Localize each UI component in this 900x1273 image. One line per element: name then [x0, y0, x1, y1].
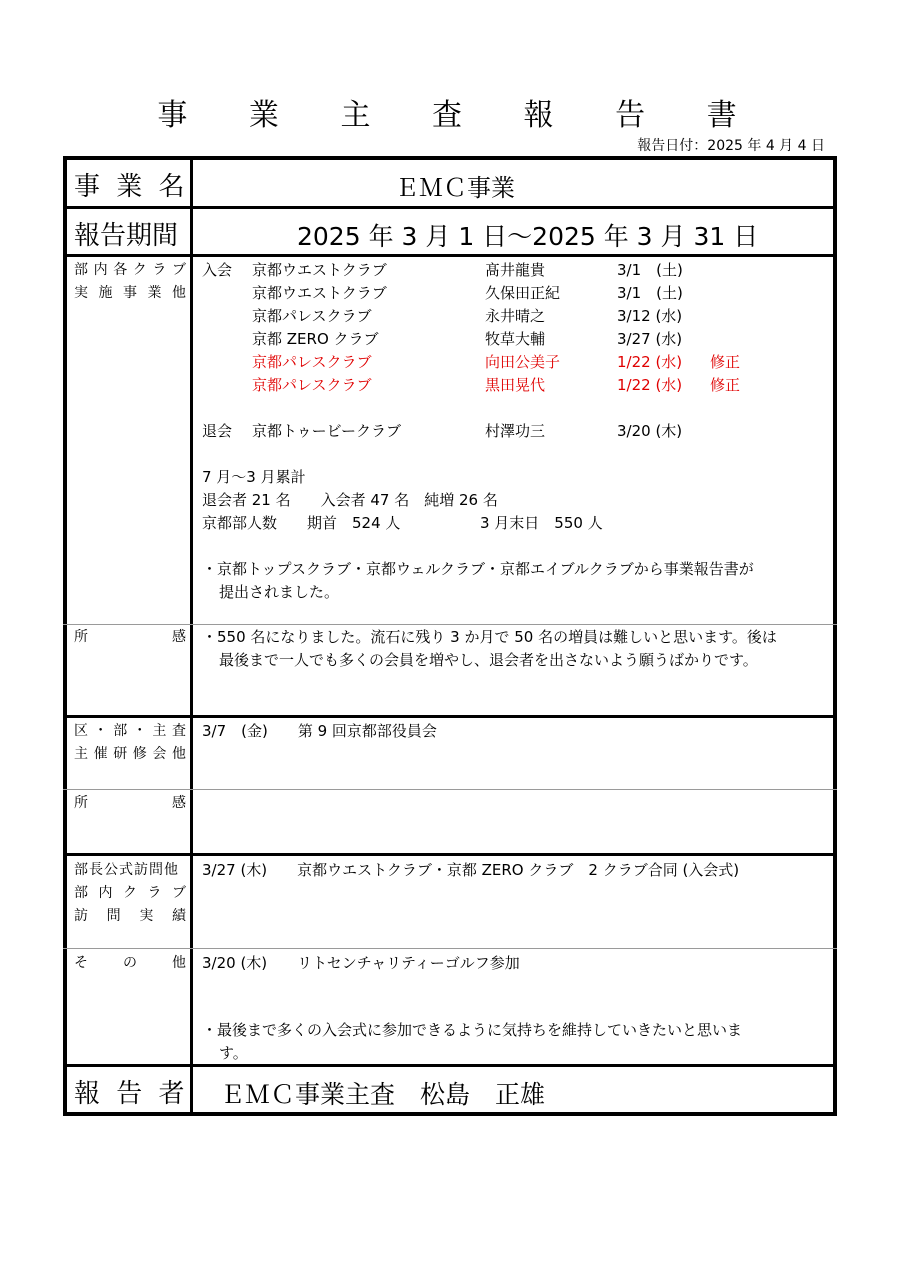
business-name-value: ＥＭＣ事業 [395, 174, 515, 202]
visit-label-line2: 部 内 ク ラ ブ [74, 885, 186, 901]
join-club-corrected: 京都パレスクラブ [252, 353, 372, 371]
document-title: 事 業 主 査 報 告 書 [157, 98, 763, 133]
other-note-line2: す。 [219, 1044, 248, 1062]
join-club: 京都パレスクラブ [252, 307, 372, 325]
visit-label-line1: 部長公式訪問他 [74, 862, 179, 878]
row-divider [63, 715, 837, 718]
cumulative-title: 7 月～3 月累計 [202, 468, 306, 486]
period-value: 2025 年 3 月 1 日～2025 年 3 月 31 日 [297, 222, 759, 251]
frame-right [833, 156, 837, 1116]
impression-label: 所 感 [74, 629, 186, 645]
reporter-label: 報 告 者 [74, 1079, 189, 1109]
visit-label-line3: 訪 問 実 績 [74, 908, 186, 924]
other-note-line1: ・最後まで多くの入会式に参加できるように気持ちを維持していきたいと思いま [202, 1021, 743, 1039]
frame-bottom [63, 1112, 837, 1116]
join-member: 永井晴之 [485, 307, 546, 325]
row-divider [63, 789, 837, 790]
row-divider [63, 624, 837, 625]
leave-date: 3/20 (木) [617, 422, 683, 440]
leave-member: 村澤功三 [485, 422, 546, 440]
members-end: 3 月末日 550 人 [480, 514, 603, 532]
row-divider [63, 206, 837, 209]
join-date: 3/1 (土) [617, 261, 683, 279]
join-member-corrected: 向田公美子 [485, 353, 561, 371]
club-section-label-line2: 実 施 事 業 他 [74, 285, 186, 301]
join-date: 3/1 (土) [617, 284, 683, 302]
reporter-value: ＥＭＣ事業主査 松島 正雄 [220, 1080, 546, 1109]
correction-note: 修正 [710, 353, 741, 371]
join-club: 京都ウエストクラブ [252, 284, 387, 302]
visit-record: 3/27 (木) 京都ウエストクラブ・京都 ZERO クラブ 2 クラブ合同 (入会式) [202, 861, 740, 879]
report-note-line2: 提出されました。 [219, 583, 340, 601]
join-club: 京都ウエストクラブ [252, 261, 387, 279]
column-divider [190, 156, 193, 1116]
period-label: 報告期間 [74, 221, 179, 251]
frame-left [63, 156, 67, 1116]
join-member: 髙井龍貴 [485, 261, 546, 279]
join-club-corrected: 京都パレスクラブ [252, 376, 372, 394]
join-date: 3/27 (水) [617, 330, 683, 348]
leave-club: 京都トゥービークラブ [252, 422, 402, 440]
district-label-line2: 主 催 研 修 会 他 [74, 746, 186, 762]
district-label-line1: 区 ・ 部 ・ 主 査 [74, 723, 186, 739]
row-divider [63, 948, 837, 949]
join-member-corrected: 黒田晃代 [485, 376, 546, 394]
correction-note: 修正 [710, 376, 741, 394]
impression-line1: ・550 名になりました。流石に残り 3 か月で 50 名の増員は難しいと思います。後は [202, 628, 777, 646]
business-name-label: 事 業 名 [74, 172, 189, 202]
join-club: 京都 ZERO クラブ [252, 330, 379, 348]
other-label: そ の 他 [74, 955, 186, 971]
join-member: 牧草大輔 [485, 330, 546, 348]
other-event: 3/20 (木) リトセンチャリティーゴルフ参加 [202, 954, 520, 972]
district-event: 3/7 (金) 第 9 回京都部役員会 [202, 722, 437, 740]
frame-top [63, 156, 837, 160]
row-divider [63, 853, 837, 856]
impression-label: 所 感 [74, 795, 186, 811]
join-label: 入会 [202, 261, 233, 279]
cumulative-totals: 退会者 21 名 入会者 47 名 純増 26 名 [202, 491, 498, 509]
report-note-line1: ・京都トップスクラブ・京都ウェルクラブ・京都エイブルクラブから事業報告書が [202, 560, 754, 578]
join-date: 3/12 (水) [617, 307, 683, 325]
members-start: 京都部人数 期首 524 人 [202, 514, 401, 532]
join-date-corrected: 1/22 (水) [617, 353, 683, 371]
club-section-label-line1: 部 内 各 ク ラ ブ [74, 262, 186, 278]
impression-line2: 最後まで一人でも多くの会員を増やし、退会者を出さないよう願うばかりです。 [219, 651, 758, 669]
row-divider [63, 254, 837, 257]
leave-label: 退会 [202, 422, 233, 440]
join-member: 久保田正紀 [485, 284, 561, 302]
row-divider [63, 1064, 837, 1067]
join-date-corrected: 1/22 (水) [617, 376, 683, 394]
report-date: 報告日付：2025 年 4 月 4 日 [637, 138, 825, 154]
